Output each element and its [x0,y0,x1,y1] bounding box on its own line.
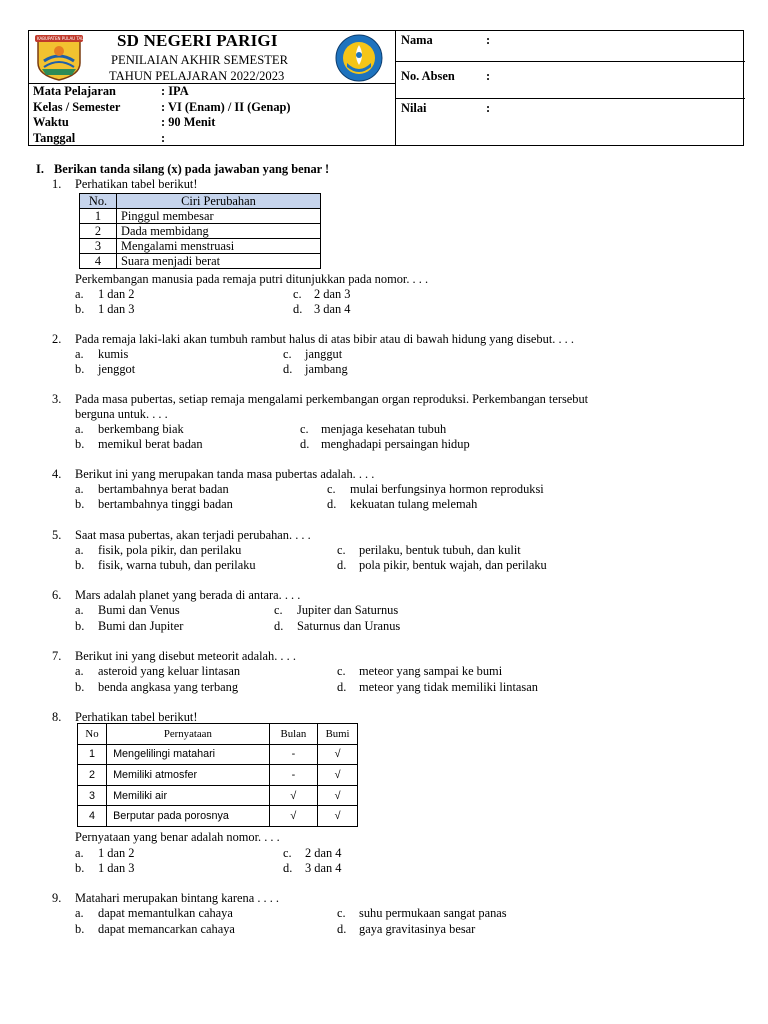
table-row [80,239,321,254]
question-text: Perhatikan tabel berikut! [75,710,198,724]
table-cell: 1 [78,744,107,765]
table-cell: √ [318,744,358,765]
option-letter[interactable]: a. [75,347,84,361]
table-cell: 1 [80,209,117,224]
option-text[interactable]: 2 dan 4 [305,846,342,860]
table-header: Bumi [318,724,358,745]
option-text[interactable]: gaya gravitasinya besar [359,922,476,936]
field-value-subject: : IPA [161,84,189,98]
field-label-subject: Mata Pelajaran [33,84,116,98]
option-letter[interactable]: c. [337,543,346,557]
option-letter[interactable]: b. [75,680,85,694]
option-text[interactable]: bertambahnya berat badan [98,482,229,496]
option-letter[interactable]: a. [75,846,84,860]
option-text[interactable]: jenggot [98,362,136,376]
option-text[interactable]: Bumi dan Venus [98,603,180,617]
option-text[interactable]: janggut [305,347,343,361]
question-number: 6. [52,588,62,602]
table-header: Bulan [269,724,317,745]
option-letter[interactable]: c. [337,906,346,920]
option-letter[interactable]: b. [75,437,85,451]
option-text[interactable]: dapat memantulkan cahaya [98,906,233,920]
header-divider [395,31,396,146]
option-text[interactable]: suhu permukaan sangat panas [359,906,507,920]
option-text[interactable]: kekuatan tulang melemah [350,497,478,511]
table-row [78,765,358,786]
table-cell: Berputar pada porosnya [107,806,270,827]
question-text: Saat masa pubertas, akan terjadi perubahan. . . . [75,528,311,542]
table-body-changes [79,193,321,269]
exam-title: PENILAIAN AKHIR SEMESTER [111,53,289,67]
option-text[interactable]: fisik, warna tubuh, dan perilaku [98,558,256,572]
table-cell: √ [269,806,317,827]
option-letter[interactable]: d. [274,619,284,633]
option-text[interactable]: Saturnus dan Uranus [297,619,401,633]
field-label-absen: No. Absen [401,69,455,83]
option-letter[interactable]: b. [75,922,85,936]
option-letter[interactable]: c. [337,664,346,678]
field-label-class: Kelas / Semester [33,100,121,114]
question-text: Matahari merupakan bintang karena . . . . [75,891,280,905]
option-text[interactable]: fisik, pola pikir, dan perilaku [98,543,242,557]
option-text[interactable]: 2 dan 3 [314,287,351,301]
academic-year: TAHUN PELAJARAN 2022/2023 [109,69,285,83]
table-moon-earth [77,723,358,827]
question-text: Berikut ini yang merupakan tanda masa pubertas adalah. . . . [75,467,375,481]
option-letter[interactable]: c. [274,603,283,617]
table-row [78,785,358,806]
option-text[interactable]: bertambahnya tinggi badan [98,497,233,511]
question-number: 3. [52,392,62,406]
field-value-class: : VI (Enam) / II (Genap) [161,100,291,114]
table-cell: 3 [80,239,117,254]
option-text[interactable]: Jupiter dan Saturnus [297,603,399,617]
field-value-date: : [161,131,166,145]
tut-wuri-handayani-logo-icon [333,33,385,83]
option-letter[interactable]: c. [327,482,336,496]
school-name: SD NEGERI PARIGI [117,31,278,50]
table-cell: 2 [78,765,107,786]
option-text[interactable]: dapat memancarkan cahaya [98,922,235,936]
question-text: Perhatikan tabel berikut! [75,177,198,191]
question-stem: Pernyataan yang benar adalah nomor. . . . [75,830,280,844]
option-text[interactable]: 3 dan 4 [305,861,342,875]
header-divider [395,61,745,62]
question-text: Berikut ini yang disebut meteorit adalah. . . . [75,649,296,663]
option-letter[interactable]: d. [293,302,303,316]
option-letter[interactable]: d. [300,437,310,451]
field-value-time: : 90 Menit [161,115,216,129]
table-cell: 2 [80,224,117,239]
table-cell: √ [318,785,358,806]
option-letter[interactable]: a. [75,422,84,436]
question-number: 7. [52,649,62,663]
option-letter[interactable]: a. [75,664,84,678]
option-letter[interactable]: c. [283,846,292,860]
table-cell: √ [269,785,317,806]
table-cell: Memiliki air [107,785,270,806]
field-value-score[interactable]: : [486,101,491,115]
table-cell: - [269,765,317,786]
option-text[interactable]: 1 dan 2 [98,287,135,301]
option-text[interactable]: jambang [305,362,348,376]
table-row [78,744,358,765]
table-header: Pernyataan [107,724,270,745]
option-letter[interactable]: d. [327,497,337,511]
question-number: 5. [52,528,62,542]
section-number: I. [36,162,44,176]
logo-caption: KABUPATEN PULAU TALIABU [37,36,94,41]
table-row [78,806,358,827]
table-cell: Mengelilingi matahari [107,744,270,765]
option-letter[interactable]: b. [75,619,85,633]
option-letter[interactable]: a. [75,906,84,920]
table-cell: Pinggul membesar [117,209,321,224]
option-text[interactable]: menghadapi persaingan hidup [321,437,470,451]
option-letter[interactable]: d. [337,558,347,572]
option-text[interactable]: menjaga kesehatan tubuh [321,422,447,436]
option-text[interactable]: kumis [98,347,129,361]
option-text[interactable]: memikul berat badan [98,437,203,451]
option-text[interactable]: berkembang biak [98,422,184,436]
table-header: No [78,724,107,745]
option-letter[interactable]: a. [75,287,84,301]
table-row [80,209,321,224]
table-cell: Memiliki atmosfer [107,765,270,786]
field-label-name: Nama [401,33,433,47]
option-letter[interactable]: b. [75,302,85,316]
question-text: berguna untuk. . . . [75,407,168,421]
option-letter[interactable]: a. [75,543,84,557]
option-letter[interactable]: c. [300,422,309,436]
option-letter[interactable]: a. [75,482,84,496]
option-text[interactable]: mulai berfungsinya hormon reproduksi [350,482,544,496]
option-text[interactable]: asteroid yang keluar lintasan [98,664,241,678]
question-text: Mars adalah planet yang berada di antara. . . . [75,588,301,602]
option-text[interactable]: meteor yang tidak memiliki lintasan [359,680,538,694]
question-number: 1. [52,177,62,191]
question-text: Pada remaja laki-laki akan tumbuh rambut halus di atas bibir atau di bawah hidung yang disebut. . . . [75,332,574,346]
option-letter[interactable]: b. [75,497,85,511]
field-label-time: Waktu [33,115,69,129]
question-stem: Perkembangan manusia pada remaja putri ditunjukkan pada nomor. . . . [75,272,429,286]
field-value-absen[interactable]: : [486,69,491,83]
table-cell: - [269,744,317,765]
table-cell: Suara menjadi berat [117,254,321,269]
table-row [80,254,321,269]
table-cell: Mengalami menstruasi [117,239,321,254]
table-header: No. [80,194,117,209]
option-letter[interactable]: b. [75,362,85,376]
option-text[interactable]: 1 dan 2 [98,846,135,860]
question-number: 4. [52,467,62,481]
option-text[interactable]: pola pikir, bentuk wajah, dan perilaku [359,558,547,572]
section-instruction: Berikan tanda silang (x) pada jawaban yang benar ! [54,162,330,176]
option-letter[interactable]: d. [337,680,347,694]
table-cell: √ [318,765,358,786]
option-text[interactable]: Bumi dan Jupiter [98,619,184,633]
table-cell: 3 [78,785,107,806]
table-cell: 4 [80,254,117,269]
header-divider [395,98,745,99]
question-number: 9. [52,891,62,905]
option-letter[interactable]: d. [337,922,347,936]
table-header: Ciri Perubahan [117,194,321,209]
option-text[interactable]: meteor yang sampai ke bumi [359,664,503,678]
field-value-name[interactable]: : [486,33,491,47]
option-text[interactable]: 1 dan 3 [98,861,135,875]
table-cell: 4 [78,806,107,827]
table-cell: Dada membidang [117,224,321,239]
question-number: 2. [52,332,62,346]
option-letter[interactable]: d. [283,362,293,376]
option-letter[interactable]: b. [75,558,85,572]
table-row [80,224,321,239]
option-letter[interactable]: d. [283,861,293,875]
option-text[interactable]: benda angkasa yang terbang [98,680,239,694]
question-number: 8. [52,710,62,724]
option-letter[interactable]: c. [283,347,292,361]
option-text[interactable]: perilaku, bentuk tubuh, dan kulit [359,543,521,557]
field-label-date: Tanggal [33,131,76,145]
field-label-score: Nilai [401,101,427,115]
option-letter[interactable]: a. [75,603,84,617]
option-text[interactable]: 3 dan 4 [314,302,351,316]
option-letter[interactable]: c. [293,287,302,301]
table-cell: √ [318,806,358,827]
option-letter[interactable]: b. [75,861,85,875]
question-text: Pada masa pubertas, setiap remaja mengalami perkembangan organ reproduksi. Perkembangan tersebut [75,392,589,406]
option-text[interactable]: 1 dan 3 [98,302,135,316]
